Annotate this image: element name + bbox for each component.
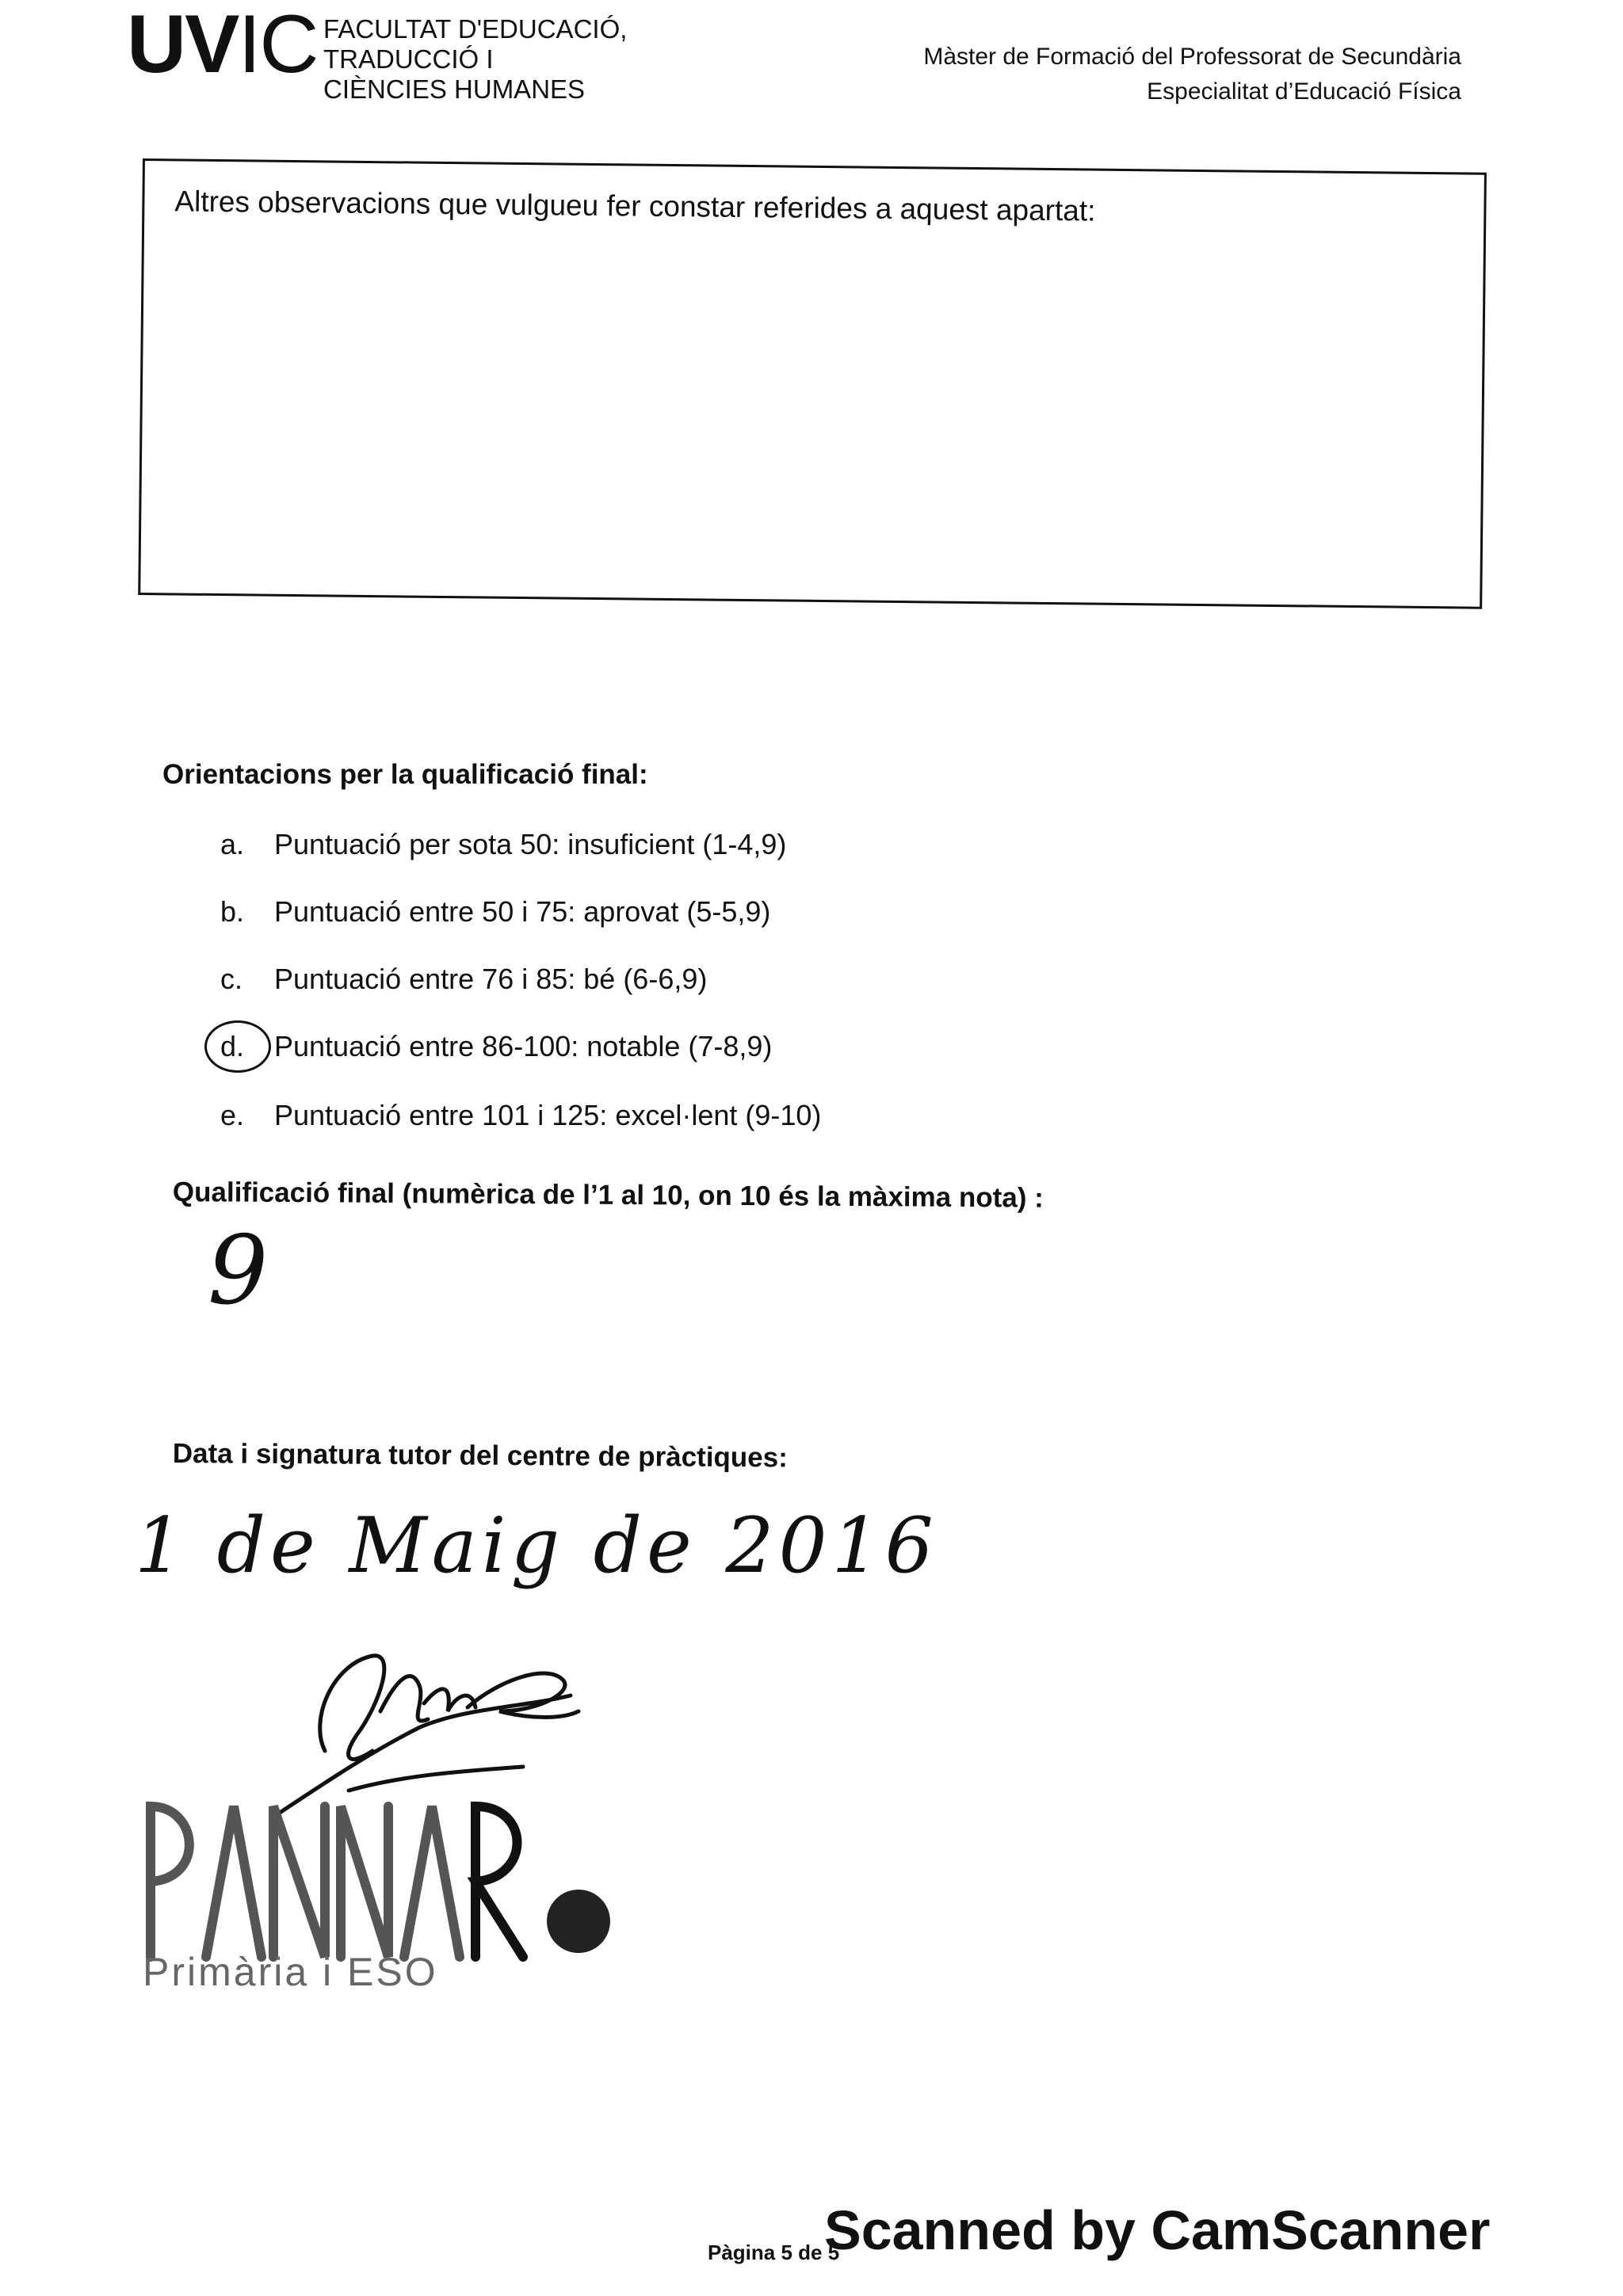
- item-letter: a.: [220, 828, 245, 860]
- logo-light-part: IC: [238, 0, 318, 90]
- school-stamp: [135, 1791, 658, 1973]
- orientations-title: Orientacions per la qualificació final:: [162, 759, 648, 790]
- stamp-subtitle: Primària i ESO: [143, 1950, 438, 1994]
- camscanner-watermark: Scanned by CamScanner: [824, 2199, 1491, 2261]
- item-letter: c.: [220, 963, 243, 995]
- final-grade-value[interactable]: 9: [208, 1216, 269, 1326]
- item-text: Puntuació entre 50 i 75: aprovat (5-5,9): [274, 895, 771, 928]
- logo-bold-part: UV: [127, 0, 239, 90]
- orientation-item-e: [220, 1099, 821, 1132]
- final-grade-title: Qualificació final (numèrica de l’1 al 10, on 10 és la màxima nota) :: [172, 1177, 1044, 1214]
- signature-section-title: Data i signatura tutor del centre de pràctiques:: [172, 1438, 788, 1474]
- orientation-item-a: [220, 828, 786, 861]
- faculty-line-1: FACULTAT D'EDUCACIÓ,: [323, 14, 628, 44]
- orientation-item-b: [220, 895, 770, 929]
- faculty-line-3: CIÈNCIES HUMANES: [323, 74, 586, 104]
- item-letter: d.: [220, 1030, 245, 1062]
- item-text: Puntuació entre 86-100: notable (7-8,9): [274, 1030, 773, 1062]
- master-title: [923, 40, 1461, 109]
- observations-label: Altres observacions que vulgueu fer constar referides a aquest apartat:: [174, 185, 1096, 227]
- item-text: Puntuació per sota 50: insuficient (1-4,9): [274, 828, 787, 860]
- orientation-item-c: [220, 963, 707, 996]
- uvic-logo: [127, 0, 318, 90]
- item-letter: b.: [220, 895, 245, 928]
- page-number: Pàgina 5 de 5: [708, 2241, 840, 2264]
- master-line-2: Especialitat d’Educació Física: [1147, 78, 1461, 105]
- item-letter: e.: [220, 1099, 245, 1131]
- item-text: Puntuació entre 101 i 125: excel·lent (9-10): [274, 1099, 822, 1131]
- observations-box[interactable]: [138, 158, 1487, 609]
- faculty-line-2: TRADUCCIÓ I: [323, 44, 494, 74]
- item-text: Puntuació entre 76 i 85: bé (6-6,9): [274, 963, 708, 995]
- faculty-name: [323, 14, 627, 105]
- handwritten-date[interactable]: 1 de Maig de 2016: [135, 1501, 938, 1590]
- orientation-item-d: [220, 1030, 772, 1063]
- master-line-1: Màster de Formació del Professorat de Secundària: [923, 44, 1461, 70]
